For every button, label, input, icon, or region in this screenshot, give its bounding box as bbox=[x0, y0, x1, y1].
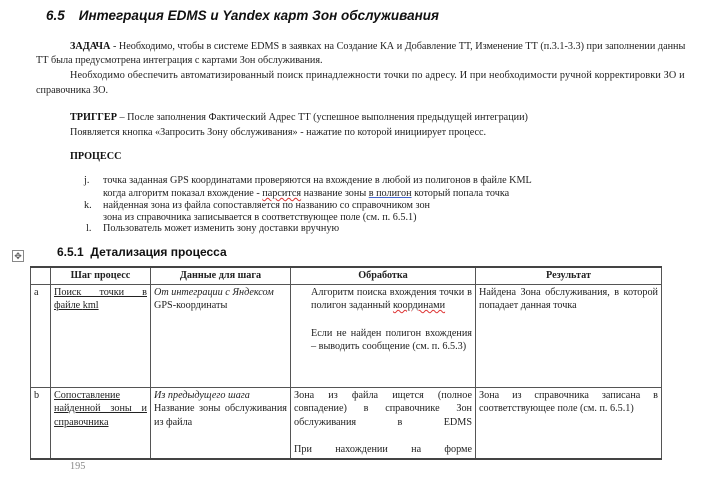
section-number: 6.5 bbox=[46, 8, 65, 23]
trigger-line-1 bbox=[70, 111, 528, 124]
t: название зоны bbox=[301, 188, 369, 199]
t: Из предыдущего шага bbox=[154, 389, 250, 401]
t: kml bbox=[82, 300, 99, 311]
process-label bbox=[70, 150, 121, 163]
task-text: - Необходимо, чтобы в системе EDMS в заявках на Создание КА и Добавление ТТ, Изменение ТТ (п.3.1-3.3) при заполнении данны bbox=[110, 41, 686, 52]
t: От интеграции с Яндексом bbox=[154, 286, 274, 298]
table-move-handle-icon[interactable]: ✥ bbox=[12, 250, 24, 262]
row-id: b bbox=[31, 387, 51, 459]
data-cell bbox=[151, 387, 291, 459]
result-cell bbox=[476, 387, 662, 459]
processing-cell bbox=[291, 284, 476, 387]
t: Если не найден полигон вхождения – выводить сообщение (см. п. 6.5.3) bbox=[311, 327, 472, 352]
section-title: Интеграция EDMS и Yandex карт Зон обслуживания bbox=[78, 8, 439, 23]
t: Поиск точки в bbox=[54, 286, 147, 298]
task-line-2: ТТ была предусмотрена интеграция с картами Зон обслуживания. bbox=[36, 55, 323, 66]
header-cell bbox=[31, 267, 51, 284]
header-cell: Шаг процесс bbox=[51, 267, 151, 284]
trigger-label: ТРИГГЕР bbox=[70, 112, 117, 123]
header-cell: Обработка bbox=[291, 267, 476, 284]
trigger-text: – После заполнения Фактический Адрес ТТ (успешное выполнения предыдущей интеграции) bbox=[116, 112, 528, 123]
process-item-j-marker: j. bbox=[84, 175, 90, 186]
t: Найдена Зона обслуживания, в которой попадает данная точка bbox=[479, 286, 658, 311]
table-header-row bbox=[31, 267, 662, 284]
table-row bbox=[31, 387, 662, 459]
header-cell: Результат bbox=[476, 267, 662, 284]
t: Зона из файла ищется (полное совпадение) в справочнике Зон обслуживания в EDMS bbox=[294, 389, 472, 428]
header-cell: Данные для шага bbox=[151, 267, 291, 284]
task-line-1 bbox=[70, 40, 685, 53]
t: в полигон bbox=[368, 188, 412, 199]
trigger-line-2: Появляется кнопка «Запросить Зону обслуживания» - нажатие по которой инициирует процесс. bbox=[70, 127, 487, 138]
t: который попала точка bbox=[411, 188, 510, 199]
t: парсится bbox=[262, 188, 302, 199]
t: когда алгоритм показал вхождение - bbox=[103, 188, 263, 199]
subsection-heading bbox=[57, 246, 227, 259]
task-line-4: справочника ЗО. bbox=[36, 85, 109, 96]
page-number: 195 bbox=[70, 461, 86, 472]
process-detail-table bbox=[30, 266, 662, 460]
t: Алгоритм поиска вхождения точки в полигон заданный bbox=[311, 286, 472, 311]
table-row bbox=[31, 284, 662, 387]
t: Зона из справочника записана в соответствующее поле (см. п. 6.5.1) bbox=[479, 389, 658, 414]
process-item-l-marker: l. bbox=[86, 223, 92, 234]
t: Название зоны обслуживания из файла bbox=[154, 403, 287, 428]
t: координами bbox=[392, 300, 446, 311]
t: Сопоставление найденной зоны и справочника bbox=[54, 389, 147, 428]
step-cell bbox=[51, 387, 151, 459]
process-item-l-line-1: Пользователь может изменить зону доставки вручную bbox=[103, 223, 340, 234]
result-cell bbox=[476, 284, 662, 387]
t: GPS-координаты bbox=[154, 300, 228, 311]
step-cell bbox=[51, 284, 151, 387]
t: При нахождении на форме bbox=[294, 444, 472, 455]
process-item-j-line-1: точка заданная GPS координатами проверяются на вхождение в любой из полигонов в файле KML bbox=[103, 175, 532, 186]
subsection-title: Детализация процесса bbox=[90, 245, 227, 259]
process-item-k-line-2: зона из справочника записывается в соответствующее поле (см. п. 6.5.1) bbox=[103, 212, 417, 223]
row-id: a bbox=[31, 284, 51, 387]
processing-cell bbox=[291, 387, 476, 459]
process-item-k-line-1: найденная зона из файла сопоставляется по названию со справочником зон bbox=[103, 200, 430, 211]
subsection-number: 6.5.1 bbox=[57, 245, 84, 259]
data-cell bbox=[151, 284, 291, 387]
section-heading bbox=[46, 9, 439, 22]
t: файле bbox=[54, 300, 83, 311]
task-line-3: Необходимо обеспечить автоматизированный поиск принадлежности точки по адресу. И при необходимости ручной корректировки ЗО и bbox=[70, 70, 685, 81]
process-item-k-marker: k. bbox=[84, 200, 92, 211]
task-label: ЗАДАЧА bbox=[70, 41, 111, 52]
process-label-text: ПРОЦЕСС bbox=[70, 151, 122, 162]
